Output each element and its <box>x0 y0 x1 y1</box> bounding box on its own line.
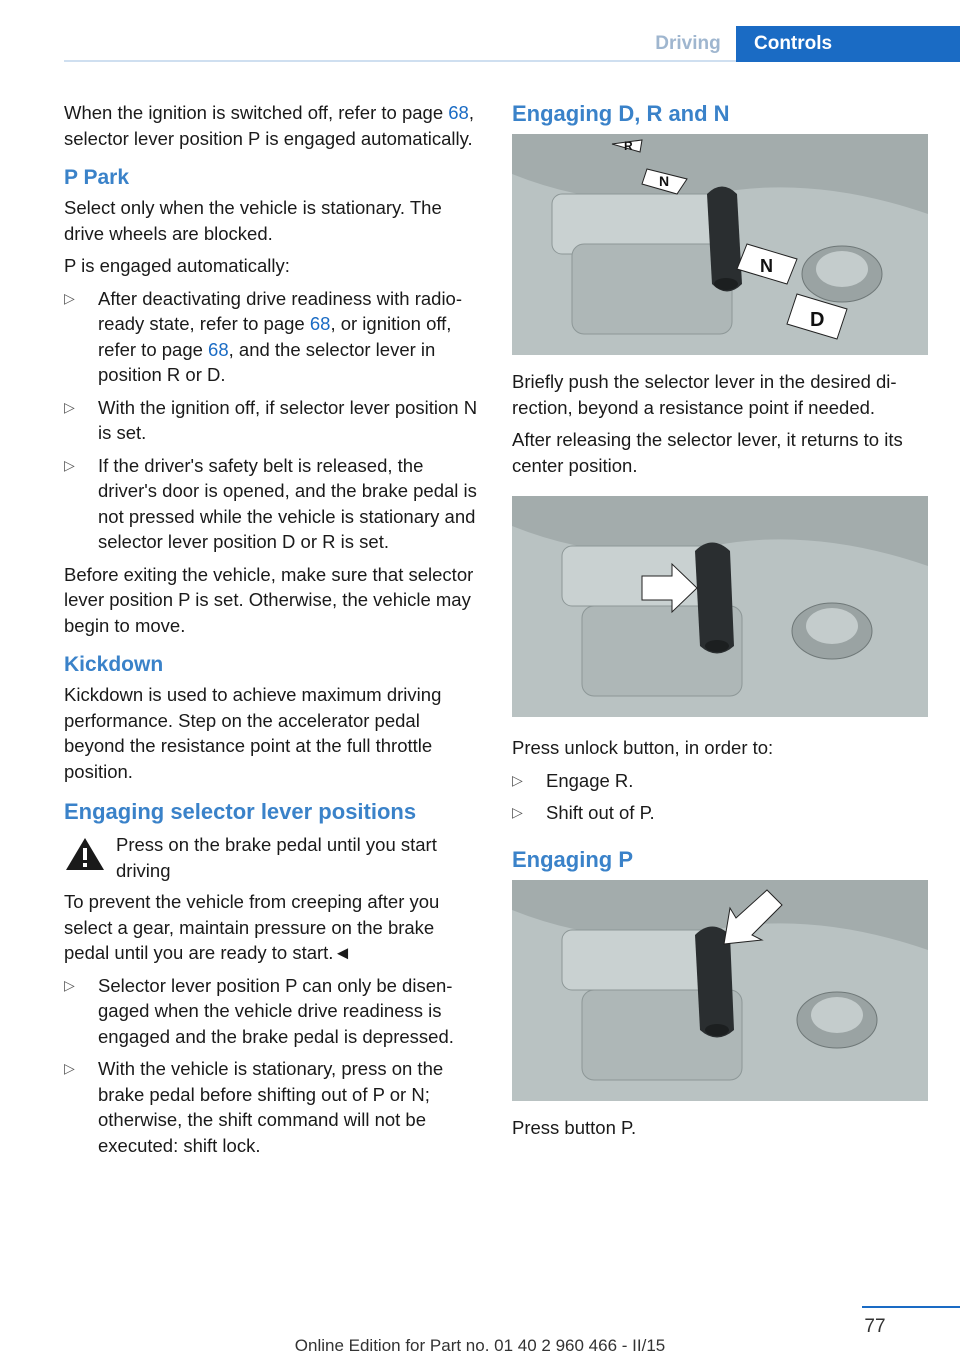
triangle-bullet-icon: ▷ <box>64 1060 75 1076</box>
warning-text: Press on the brake pedal until you start driving <box>116 834 437 881</box>
list-text: With the ignition off, if selector lever position N is set. <box>98 396 478 443</box>
page-number-rule <box>862 1306 960 1308</box>
drn-paragraph-2: After releasing the selector lever, it returns to its center position. <box>512 429 903 476</box>
park-list <box>64 286 480 555</box>
page-number: 77 <box>864 1316 886 1337</box>
list-text: After deactivating drive readiness with radio-ready state, refer to page <box>98 287 463 334</box>
p-paragraph: Press button P. <box>512 1116 637 1138</box>
kickdown-heading: Kickdown <box>64 653 164 676</box>
label-d: D <box>810 309 825 331</box>
tab-controls[interactable]: Controls <box>736 26 960 62</box>
label-n1: N <box>659 173 670 189</box>
unlock-button-image <box>512 496 928 717</box>
tab-driving[interactable]: Driving <box>655 33 721 54</box>
selector-lever-drn-image <box>512 134 928 355</box>
drn-paragraph-1: Briefly push the selector lever in the desired direction, beyond a resistance point if needed. <box>512 371 897 418</box>
list-text: With the vehicle is stationary, press on the brake pedal before shifting out of P or N; otherwise, the shift command will not be executed: shift lock. <box>98 1058 444 1156</box>
park-heading: P Park <box>64 166 129 189</box>
warning-block <box>64 832 480 883</box>
page-link[interactable]: 68 <box>208 338 229 360</box>
label-n2: N <box>760 256 773 276</box>
engage-list <box>64 973 480 1159</box>
list-text: , or ignition off, refer to page <box>98 313 452 360</box>
triangle-bullet-icon: ▷ <box>64 976 75 993</box>
unlock-paragraph: Press unlock button, in order to: <box>512 737 774 758</box>
list-item <box>512 800 928 826</box>
label-r: R <box>624 139 633 153</box>
left-column <box>64 100 480 1165</box>
warning-follow: To prevent the vehicle from creeping after you select a gear, maintain pressure on the brake pedal until you are ready to start.◄ <box>64 891 440 963</box>
kickdown-paragraph: Kickdown is used to achieve maximum driving performance. Step on the accelerator pedal beyond the resistance point at the full throttle position. <box>64 684 442 782</box>
park-paragraph-3: Before exiting the vehicle, make sure that selector lever position P is set. Otherwise, the vehicle may begin to move. <box>64 563 474 636</box>
list-text: Engage R. <box>546 769 634 791</box>
page-link[interactable]: 68 <box>309 313 331 334</box>
right-column <box>512 100 928 1147</box>
unlock-list <box>512 768 928 826</box>
drn-heading: Engaging D, R and N <box>512 101 730 126</box>
warning-triangle-icon <box>64 836 106 872</box>
button-p-image <box>512 880 928 1101</box>
intro-text-a: When the ignition is switched off, refer to page <box>64 102 449 123</box>
list-text: Selector lever position P can only be disengaged when the vehicle drive readiness is engaged and the brake pedal is depressed. <box>98 974 454 1047</box>
triangle-bullet-icon: ▷ <box>512 771 523 788</box>
triangle-bullet-icon: ▷ <box>64 456 75 473</box>
list-text: If the driver's safety belt is released, the driver's door is opened, and the brake pedal is not pressed while the vehicle is stationary and selector lever position D or R is set. <box>98 454 477 552</box>
list-item <box>512 768 928 794</box>
park-paragraph-2: P is engaged automatically: <box>64 255 290 276</box>
list-text: Shift out of P. <box>546 802 655 823</box>
list-item <box>64 395 480 446</box>
list-item <box>64 1056 480 1158</box>
triangle-bullet-icon: ▷ <box>512 804 523 820</box>
triangle-bullet-icon: ▷ <box>64 398 75 415</box>
footer-edition: Online Edition for Part no. 01 40 2 960 466 - II/15 <box>294 1336 666 1355</box>
intro-paragraph <box>64 100 480 151</box>
engaging-heading: Engaging selector lever positions <box>64 799 417 824</box>
engaging-p-heading: Engaging P <box>512 846 633 872</box>
list-item <box>64 453 480 555</box>
triangle-bullet-icon: ▷ <box>64 289 75 306</box>
page-link[interactable]: 68 <box>448 102 469 123</box>
list-item <box>64 286 480 388</box>
park-paragraph-1: Select only when the vehicle is stationary. The drive wheels are blocked. <box>64 197 442 244</box>
list-item <box>64 973 480 1050</box>
list-text: , and the selector lever in position R or D. <box>98 338 436 385</box>
intro-text-b: , selector lever position P is engaged automatically. <box>64 102 474 149</box>
